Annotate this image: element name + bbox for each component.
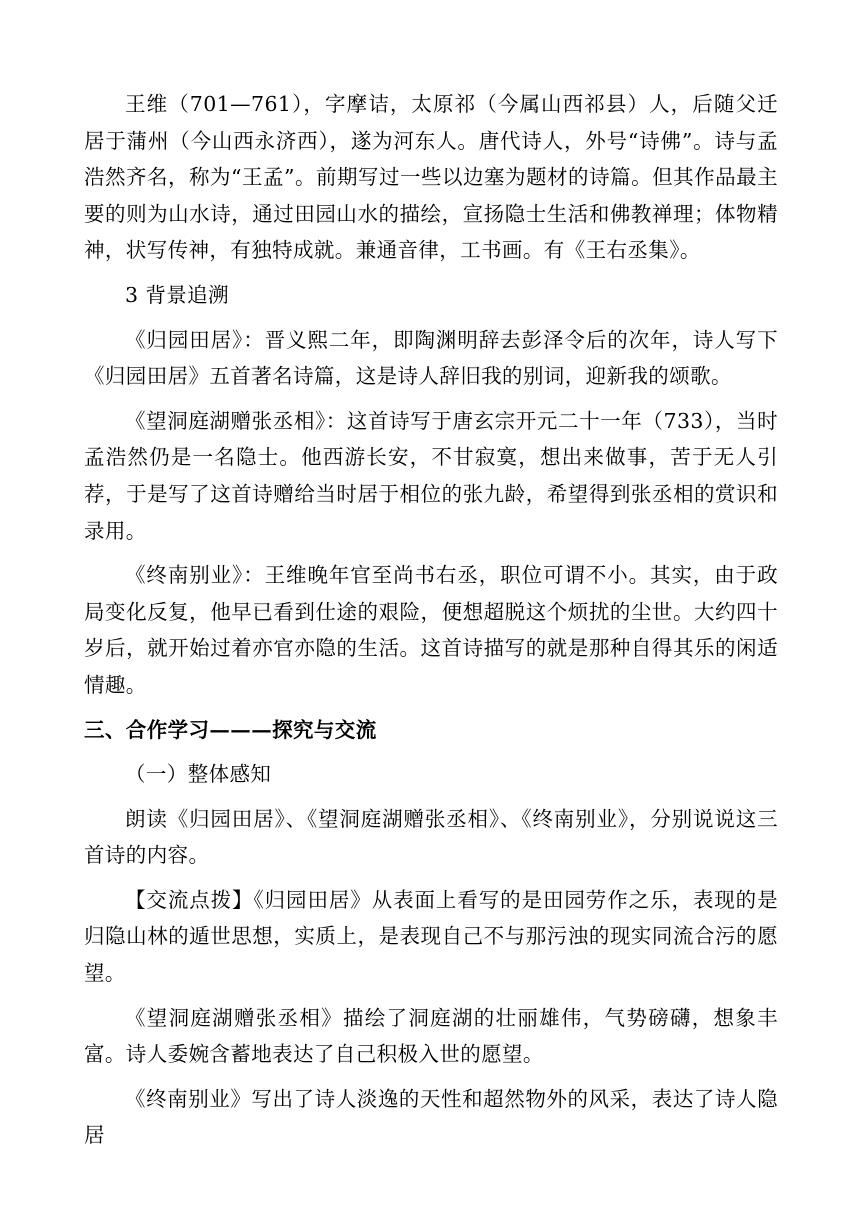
section-three-heading: 三、合作学习———探究与交流 [84, 717, 377, 742]
background-guiyuan-paragraph: 《归园田居》：晋义熙二年，即陶渊明辞去彭泽令后的次年，诗人写下《归园田居》五首著名诗篇，这是诗人辞旧我的别词，迎新我的颂歌。 [84, 327, 778, 389]
exchange-guiyuan-paragraph: 【交流点拨】《归园田居》从表面上看写的是田园劳作之乐，表现的是归隐山林的遁世思想，实质上，是表现自己不与那污浊的现实同流合污的愿望。 [84, 887, 778, 986]
background-zhongnan-paragraph: 《终南别业》：王维晚年官至尚书右丞，职位可谓不小。其实，由于政局变化反复，他早已看到仕途的艰险，便想超脱这个烦扰的尘世。大约四十岁后，就开始过着亦官亦隐的生活。这首诗描写的就是那种自得其乐的闲适情趣。 [84, 563, 778, 697]
overall-perception-heading: （一）整体感知 [125, 762, 272, 787]
read-task-paragraph: 朗读《归园田居》、《望洞庭湖赠张丞相》、《终南别业》，分别说说这三首诗的内容。 [84, 806, 778, 868]
document-page [84, 86, 778, 1162]
exchange-dongting-paragraph: 《望洞庭湖赠张丞相》描绘了洞庭湖的壮丽雄伟，气势磅礴，想象丰富。诗人委婉含蓄地表达了自己积极入世的愿望。 [84, 1005, 778, 1067]
background-dongting-paragraph: 《望洞庭湖赠张丞相》：这首诗写于唐玄宗开元二十一年（733），当时孟浩然仍是一名隐士。他西游长安，不甘寂寞，想出来做事，苦于无人引荐，于是写了这首诗赠给当时居于相位的张九龄，希望得到张丞相的赏识和录用。 [84, 408, 778, 543]
exchange-zhongnan-paragraph: 《终南别业》写出了诗人淡逸的天性和超然物外的风采，表达了诗人隐居 [84, 1086, 778, 1148]
background-heading: 3 背景追溯 [125, 282, 229, 307]
author-bio-paragraph: 王维（701—761），字摩诘，太原祁（今属山西祁县）人，后随父迁居于蒲州（今山西永济西），遂为河东人。唐代诗人，外号“诗佛”。诗与孟浩然齐名，称为“王孟”。前期写过一些以边塞为题材的诗篇。但其作品最主要的则为山水诗，通过田园山水的描绘，宣扬隐士生活和佛教禅理；体物精神，状写传神，有独特成就。兼通音律，工书画。有《王右丞集》。 [84, 92, 778, 263]
